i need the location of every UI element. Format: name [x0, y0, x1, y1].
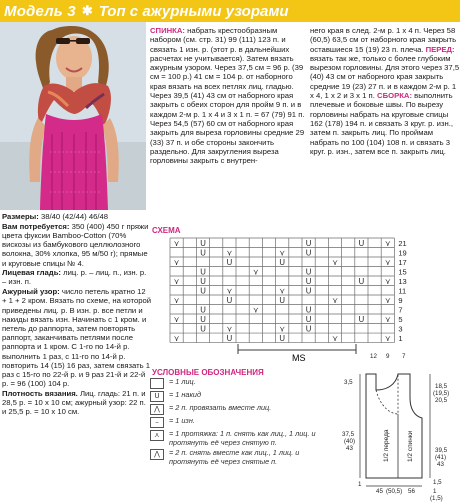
- legend-text: = 1 накид: [169, 390, 201, 399]
- dim-right-41: (41): [435, 454, 447, 461]
- yarn-over-icon: U: [200, 248, 206, 258]
- legend-text: = 1 протяжка: 1 п. снять как лиц., 1 лиц. и протянуть её через снятую п.: [169, 429, 316, 447]
- front-label: ПЕРЕД:: [425, 44, 455, 54]
- back-continued-text: него края в след. 2-м р. 1 х 4 п. Через 58 (60,5) 63,5 см от наборного края закрыть оставшиеся 15 (19) 23 п. плеча.: [310, 26, 457, 54]
- yarn-over-icon: U: [200, 276, 206, 286]
- decrease-icon: ⋎: [173, 314, 180, 324]
- yarn-over-icon: U: [226, 333, 233, 343]
- decrease-icon: ⋎: [384, 257, 391, 267]
- assembly-label: СБОРКА:: [377, 91, 413, 101]
- legend-item: [150, 449, 336, 466]
- model-number: Модель 3: [4, 2, 76, 20]
- knit-stitch-icon: [150, 378, 164, 389]
- facial-paragraph: [2, 268, 152, 286]
- star-icon: ✱: [81, 3, 93, 18]
- yarn-over-icon: U: [305, 324, 312, 334]
- yarn-over-icon: U: [305, 267, 312, 277]
- decrease-icon: ⋎: [384, 295, 391, 305]
- yarn-over-icon: U: [358, 314, 365, 324]
- decrease-icon: ⋎: [252, 305, 259, 315]
- dim-right-395: 39,5: [435, 447, 448, 454]
- decrease-icon: ⋎: [279, 286, 286, 296]
- yarn-over-icon: U: [305, 276, 312, 286]
- dim-bottom-45: 45: [376, 488, 383, 495]
- decrease-icon: ⋎: [384, 276, 391, 286]
- dim-left-40: (40): [344, 438, 356, 445]
- decrease-icon: ⋎: [384, 238, 391, 248]
- legend-title: УСЛОВНЫЕ ОБОЗНАЧЕНИЯ: [152, 368, 264, 377]
- model-photo: [0, 22, 146, 210]
- yarn-over-icon: U: [305, 314, 312, 324]
- row-number: 13: [398, 277, 407, 287]
- row-number: 1: [398, 334, 403, 344]
- yarn-over-icon: U: [358, 276, 365, 286]
- row-number: 15: [398, 267, 407, 277]
- lace-label: Ажурный узор:: [2, 287, 60, 297]
- back-text: набрать крестообразным набором (см. стр. 31) 99 (111) 123 п. и связать 1 изн. р. (этот р. в дальнейших расчетах не учитывается). Затем вязать ажурным узором. Через 37,5 см = 96 р. (39 см = 100 р.) 41 см = 104 р. от наборного края вязать на всех петлях лиц. гладью. Через 39,5 (41) 43 см от наборного края закрыть с обеих сторон для пройм 9 п. и в каждом 2-м р. 1 х 4 и 3 х 1 п. = 67 (79) 91 п. Через 54,5 (57) 60 см от наборного края закрыть для выреза горловины средние 29 (33) 37 п. и обе стороны закончить раздельно. Для закругления выреза горловины закрыть с внутрен-: [150, 26, 305, 166]
- dim-left-43: 43: [346, 445, 353, 452]
- legend-item: [150, 391, 336, 402]
- dim-right-185: 18,5: [435, 383, 448, 390]
- legend-item: [150, 417, 336, 428]
- lace-value: число петель кратно 12 + 1 + 2 кром. Вязать по схеме, на которой приведены лиц. р. В изн. р. все петли и накиды вязать изн. Начинать с 1 кром. и петель до раппорта, затем повторять раппорт, заканчивать петлями после раппорта и 1 кром. С 1-го по 14-й р. выполнить 1 раз, с 11-го по 14-й р. повторить 14 (15) 16 раз, затем связать 1 раз с 15-го по 22-й р. и 9 раз 21-й и 22-й р. = 96 (100) 104 р.: [2, 287, 152, 389]
- row-number: 19: [398, 248, 407, 258]
- yarn-over-icon: U: [200, 238, 206, 248]
- back-label: СПИНКА:: [150, 26, 185, 35]
- decrease-icon: ⋎: [173, 333, 180, 343]
- sizes-paragraph: [2, 212, 152, 221]
- dim-left-375: 37,5: [342, 431, 355, 438]
- decrease-icon: ⋎: [173, 295, 180, 305]
- sizes-value: 38/40 (42/44) 46/48: [40, 212, 109, 221]
- k2tog-icon: ⋀: [150, 404, 164, 415]
- yarn-over-icon: U: [200, 267, 206, 277]
- yarn-over-icon: U: [279, 295, 286, 305]
- decrease-icon: ⋎: [279, 324, 286, 334]
- half-back-label: 1/2 спинки: [407, 430, 414, 462]
- instructions-column-1: [150, 26, 306, 165]
- left-instructions: [2, 212, 152, 417]
- yarn-over-icon: U: [305, 248, 312, 258]
- dim-bottom-50: (50,5): [386, 488, 403, 495]
- legend-item: [150, 430, 336, 447]
- ms-label: MS: [292, 353, 306, 363]
- facial-value: лиц. р. – лиц. п., изн. р. – изн. п.: [2, 268, 147, 287]
- half-front-label: 1/2 переда: [383, 429, 390, 462]
- facial-label: Лицевая гладь:: [2, 268, 61, 278]
- materials-value: 350 (400) 450 г пряжи цвета фуксии Bamboo-Cotton (70% вискозы из бамбукового целлюлозного волокна, 30% хлопка, 95 м/50 г); прямые и круговые спицы № 4.: [2, 221, 149, 268]
- scheme-title: СХЕМА: [152, 226, 181, 235]
- dim-right-bottom: 1,5: [433, 479, 442, 486]
- legend-item: [150, 404, 336, 415]
- yarn-over-icon: U: [305, 305, 312, 315]
- decrease-icon: ⋎: [173, 238, 180, 248]
- row-number: 7: [398, 305, 403, 315]
- row-number: 21: [398, 239, 407, 249]
- legend-item: [150, 378, 336, 389]
- row-number: 11: [398, 286, 407, 296]
- instructions-column-2: [310, 26, 460, 156]
- density-value: Лиц. гладь: 21 п. и 28,5 р. = 10 х 10 см; ажурный узор: 22 п. и 25,5 р. = 10 х 10 см.: [2, 388, 146, 417]
- dim-top-left: 12: [370, 353, 377, 360]
- dim-right-43: 43: [437, 461, 444, 468]
- sizes-label: Размеры:: [2, 212, 39, 221]
- materials-label: Вам потребуется:: [2, 221, 70, 231]
- dim-right-205: 20,5: [435, 397, 448, 404]
- decrease-icon: ⋎: [226, 286, 233, 296]
- dim-top-right: 7: [402, 353, 406, 360]
- decrease-icon: ⋎: [332, 257, 338, 267]
- yarn-over-icon: U: [358, 238, 365, 248]
- dim-left-bottom: 1: [358, 481, 362, 488]
- yarn-over-icon: U: [200, 324, 206, 334]
- materials-paragraph: [2, 222, 152, 268]
- decrease-icon: ⋎: [384, 314, 391, 324]
- decrease-icon: ⋎: [384, 333, 391, 343]
- yarn-over-icon: U: [279, 257, 286, 267]
- decrease-icon: ⋎: [226, 324, 233, 334]
- density-label: Плотность вязания.: [2, 388, 78, 398]
- yarn-over-icon: U: [305, 286, 312, 296]
- slip-pass-icon: ⋏: [150, 430, 164, 441]
- front-text: вязать так же, только с более глубоким вырезом горловины. Для этого через 37,5 (40) 43 см от наборного края закрыть средние 19 (23) 27 п. и в каждом 2-м р. 1 х 4, 1 х 2 и 3 х 1 п.: [310, 53, 460, 101]
- legend-text: = 1 лиц.: [169, 377, 196, 386]
- yarn-over-icon: U: [200, 314, 206, 324]
- decrease-icon: ⋎: [252, 267, 259, 277]
- decrease-icon: ⋎: [332, 295, 338, 305]
- dim-right-195: (19,5): [433, 390, 450, 397]
- purl-stitch-icon: –: [150, 417, 164, 428]
- dim-bottom-56: 56: [408, 488, 415, 495]
- garment-schematic: [340, 350, 460, 504]
- yarn-over-icon: U: [200, 286, 206, 296]
- decrease-icon: ⋎: [279, 248, 286, 258]
- density-paragraph: [2, 389, 152, 417]
- decrease-icon: ⋎: [173, 257, 180, 267]
- yarn-over-icon: U: [279, 333, 286, 343]
- dim-bottom-1: 1: [433, 488, 437, 495]
- double-decrease-icon: ⋀: [150, 449, 164, 460]
- row-number: 17: [398, 258, 407, 268]
- yarn-over-icon: U: [226, 257, 233, 267]
- legend-text: = 1 изн.: [169, 416, 195, 425]
- assembly-text: выполнить плечевые и боковые швы. По вырезу горловины набрать на круговые спицы 162 (178) 194 п. и связать 3 круг. р. изн., затем п. закрыть лиц. По проймам набрать по 100 (104) 108 п. и связать 3 круг. р. изн., затем все п. закрыть лиц.: [310, 91, 453, 156]
- yarn-over-icon: U: [150, 391, 164, 402]
- model-title: Топ с ажурными узорами: [98, 2, 289, 20]
- yarn-over-icon: U: [305, 238, 312, 248]
- row-number: 9: [398, 296, 403, 306]
- row-number: 5: [398, 315, 403, 325]
- legend-text: = 2 п. снять вместе как лиц., 1 лиц. и протянуть её через снятые п.: [169, 448, 300, 466]
- yarn-over-icon: U: [200, 305, 206, 315]
- page-header: [0, 0, 460, 22]
- knitting-chart: [150, 234, 460, 366]
- dim-bottom-15: (1,5): [430, 495, 443, 502]
- dim-top-mid: 9: [386, 353, 390, 360]
- legend-text: = 2 п. провязать вместе лиц.: [169, 403, 272, 412]
- legend: [150, 378, 336, 468]
- decrease-icon: ⋎: [226, 248, 233, 258]
- row-number: 3: [398, 324, 403, 334]
- dim-left-35: 3,5: [344, 379, 353, 386]
- decrease-icon: ⋎: [332, 333, 338, 343]
- yarn-over-icon: U: [226, 295, 233, 305]
- lace-paragraph: [2, 287, 152, 388]
- decrease-icon: ⋎: [173, 276, 180, 286]
